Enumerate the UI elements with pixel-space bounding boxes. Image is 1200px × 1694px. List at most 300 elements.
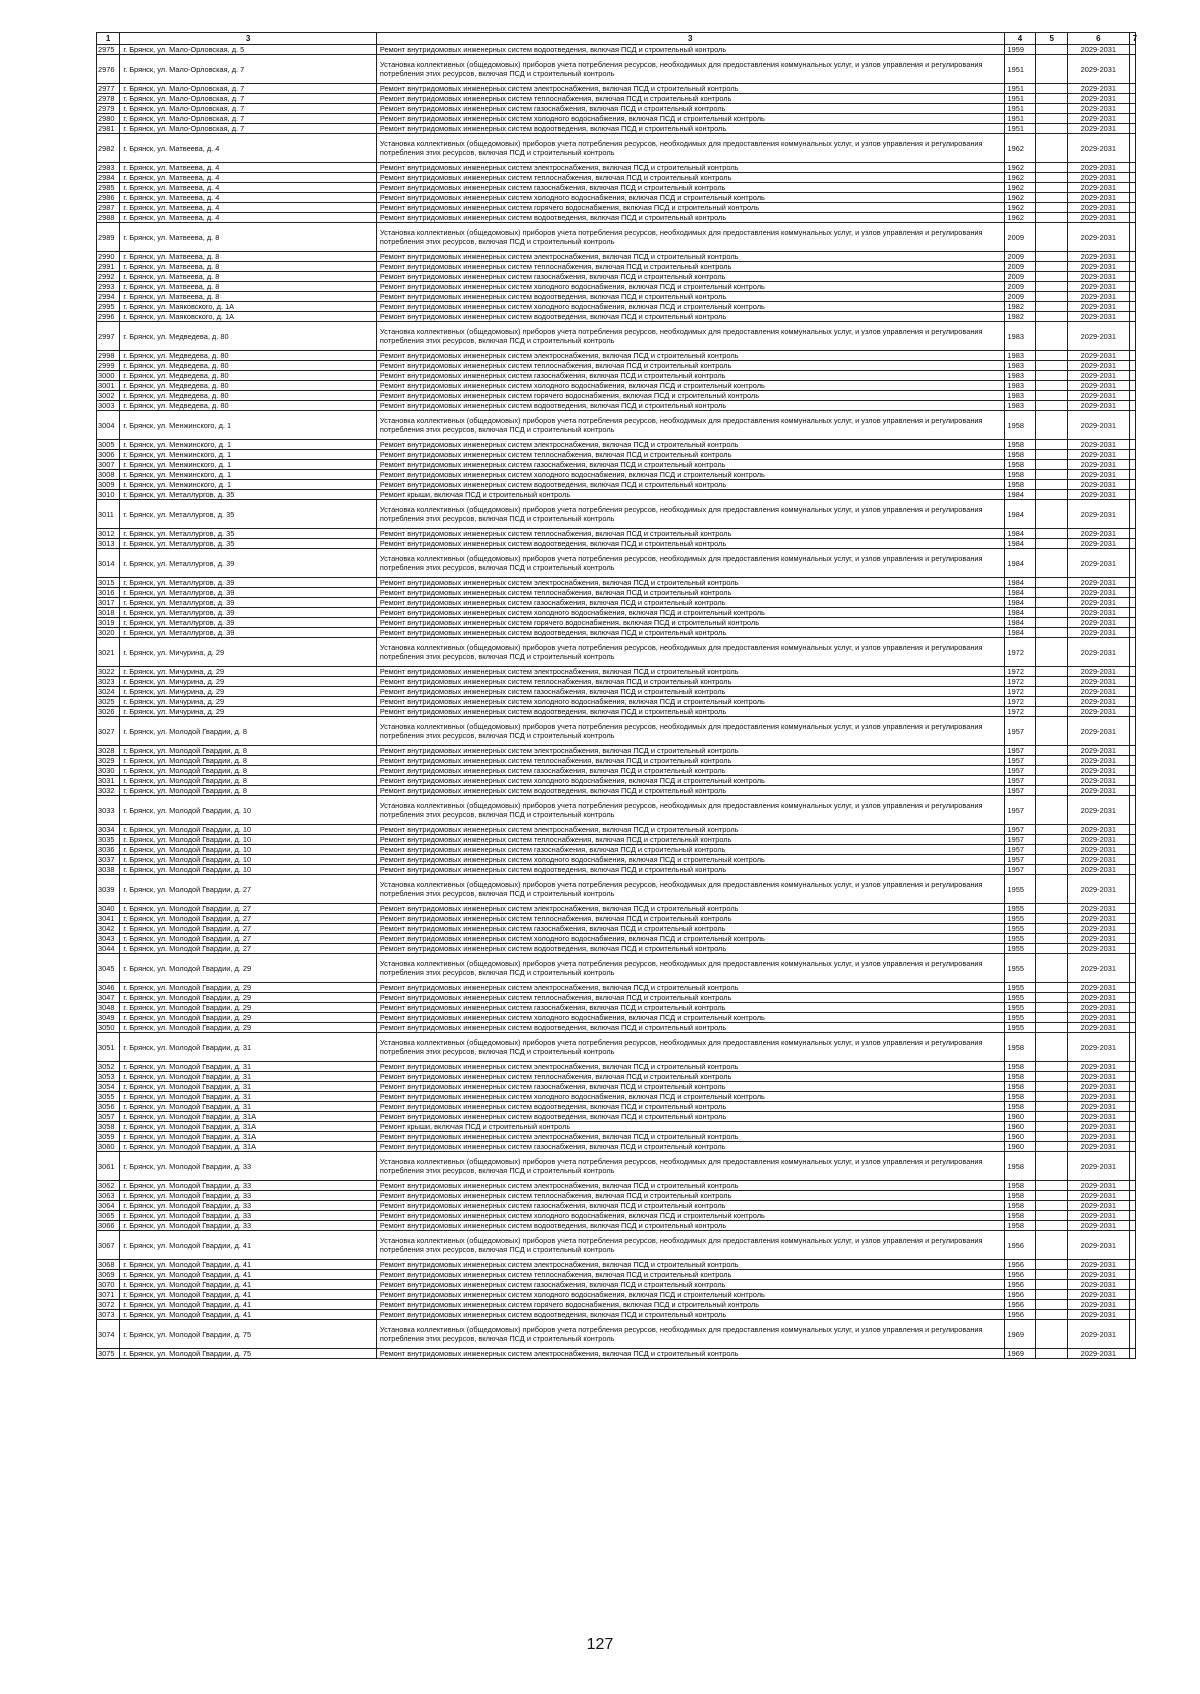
row-col-7 <box>1129 124 1135 134</box>
row-address: г. Брянск, ул. Медведева, д. 80 <box>120 361 377 371</box>
row-col-7 <box>1129 1102 1135 1112</box>
row-address: г. Брянск, ул. Молодой Гвардии, д. 10 <box>120 855 377 865</box>
row-number: 3000 <box>97 371 120 381</box>
row-col-7 <box>1129 460 1135 470</box>
row-period: 2029-2031 <box>1068 45 1129 55</box>
row-work-type: Ремонт внутридомовых инженерных систем водоотведения, включая ПСД и строительный контроль <box>376 628 1004 638</box>
row-number: 3026 <box>97 707 120 717</box>
row-col-5 <box>1036 480 1068 490</box>
row-period: 2029-2031 <box>1068 1211 1129 1221</box>
table-row <box>97 223 1136 252</box>
table-row <box>97 322 1136 351</box>
table-header <box>97 33 1136 45</box>
row-col-7 <box>1129 94 1135 104</box>
row-col-5 <box>1036 1280 1068 1290</box>
row-number: 3032 <box>97 786 120 796</box>
row-year: 1957 <box>1004 835 1036 845</box>
row-number: 3059 <box>97 1132 120 1142</box>
row-work-type: Ремонт внутридомовых инженерных систем холодного водоснабжения, включая ПСД и строительный контроль <box>376 193 1004 203</box>
row-year: 1958 <box>1004 1181 1036 1191</box>
table-row <box>97 124 1136 134</box>
row-period: 2029-2031 <box>1068 1181 1129 1191</box>
row-period: 2029-2031 <box>1068 1102 1129 1112</box>
row-work-type: Ремонт внутридомовых инженерных систем теплоснабжения, включая ПСД и строительный контроль <box>376 1072 1004 1082</box>
row-number: 3043 <box>97 934 120 944</box>
row-number: 2998 <box>97 351 120 361</box>
table-row <box>97 193 1136 203</box>
row-period: 2029-2031 <box>1068 470 1129 480</box>
row-period: 2029-2031 <box>1068 262 1129 272</box>
row-period: 2029-2031 <box>1068 312 1129 322</box>
row-number: 3052 <box>97 1062 120 1072</box>
row-work-type: Ремонт внутридомовых инженерных систем газоснабжения, включая ПСД и строительный контроль <box>376 1280 1004 1290</box>
row-col-5 <box>1036 193 1068 203</box>
row-col-7 <box>1129 697 1135 707</box>
row-period: 2029-2031 <box>1068 1349 1129 1359</box>
row-period: 2029-2031 <box>1068 381 1129 391</box>
row-year: 1962 <box>1004 163 1036 173</box>
row-year: 1955 <box>1004 914 1036 924</box>
page-number: 127 <box>586 1636 614 1653</box>
row-number: 3004 <box>97 411 120 440</box>
row-year: 1984 <box>1004 500 1036 529</box>
row-work-type: Ремонт внутридомовых инженерных систем холодного водоснабжения, включая ПСД и строительный контроль <box>376 1290 1004 1300</box>
row-period: 2029-2031 <box>1068 776 1129 786</box>
row-period: 2029-2031 <box>1068 1033 1129 1062</box>
row-work-type: Установка коллективных (общедомовых) приборов учета потребления ресурсов, необходимых для предоставления коммунальных услуг, и узлов управления и регулирования потребления этих ресурсов, включая ПСД и строительный контроль <box>376 411 1004 440</box>
row-number: 2987 <box>97 203 120 213</box>
row-col-5 <box>1036 213 1068 223</box>
row-work-type: Ремонт внутридомовых инженерных систем теплоснабжения, включая ПСД и строительный контроль <box>376 756 1004 766</box>
row-number: 2985 <box>97 183 120 193</box>
row-number: 3008 <box>97 470 120 480</box>
row-work-type: Ремонт внутридомовых инженерных систем электроснабжения, включая ПСД и строительный контроль <box>376 1062 1004 1072</box>
row-col-7 <box>1129 272 1135 282</box>
row-address: г. Брянск, ул. Молодой Гвардии, д. 29 <box>120 993 377 1003</box>
row-year: 1955 <box>1004 934 1036 944</box>
row-col-5 <box>1036 746 1068 756</box>
row-year: 1972 <box>1004 687 1036 697</box>
row-address: г. Брянск, ул. Матвеева, д. 8 <box>120 282 377 292</box>
table-row <box>97 983 1136 993</box>
row-col-5 <box>1036 865 1068 875</box>
table-row <box>97 865 1136 875</box>
row-period: 2029-2031 <box>1068 667 1129 677</box>
row-address: г. Брянск, ул. Мало-Орловская, д. 7 <box>120 55 377 84</box>
table-row <box>97 1112 1136 1122</box>
row-address: г. Брянск, ул. Медведева, д. 80 <box>120 371 377 381</box>
row-col-5 <box>1036 391 1068 401</box>
row-year: 1958 <box>1004 1221 1036 1231</box>
row-address: г. Брянск, ул. Металлургов, д. 39 <box>120 598 377 608</box>
row-number: 3060 <box>97 1142 120 1152</box>
row-work-type: Установка коллективных (общедомовых) приборов учета потребления ресурсов, необходимых для предоставления коммунальных услуг, и узлов управления и регулирования потребления этих ресурсов, включая ПСД и строительный контроль <box>376 549 1004 578</box>
row-col-7 <box>1129 865 1135 875</box>
row-work-type: Ремонт внутридомовых инженерных систем газоснабжения, включая ПСД и строительный контроль <box>376 1082 1004 1092</box>
table-row <box>97 371 1136 381</box>
row-work-type: Ремонт внутридомовых инженерных систем холодного водоснабжения, включая ПСД и строительный контроль <box>376 934 1004 944</box>
table-row <box>97 667 1136 677</box>
row-col-7 <box>1129 638 1135 667</box>
row-year: 1959 <box>1004 45 1036 55</box>
row-period: 2029-2031 <box>1068 983 1129 993</box>
row-year: 1962 <box>1004 134 1036 163</box>
row-number: 3002 <box>97 391 120 401</box>
row-address: г. Брянск, ул. Молодой Гвардии, д. 33 <box>120 1181 377 1191</box>
row-year: 1972 <box>1004 677 1036 687</box>
row-col-5 <box>1036 924 1068 934</box>
row-year: 1957 <box>1004 766 1036 776</box>
row-period: 2029-2031 <box>1068 1142 1129 1152</box>
row-address: г. Брянск, ул. Менжинского, д. 1 <box>120 470 377 480</box>
row-col-7 <box>1129 401 1135 411</box>
row-work-type: Ремонт внутридомовых инженерных систем электроснабжения, включая ПСД и строительный контроль <box>376 84 1004 94</box>
row-col-5 <box>1036 529 1068 539</box>
row-col-7 <box>1129 282 1135 292</box>
row-col-5 <box>1036 1092 1068 1102</box>
row-address: г. Брянск, ул. Молодой Гвардии, д. 8 <box>120 756 377 766</box>
row-period: 2029-2031 <box>1068 1231 1129 1260</box>
table-row <box>97 460 1136 470</box>
row-number: 3036 <box>97 845 120 855</box>
row-year: 1956 <box>1004 1300 1036 1310</box>
row-number: 3011 <box>97 500 120 529</box>
row-col-5 <box>1036 84 1068 94</box>
table-row <box>97 500 1136 529</box>
row-period: 2029-2031 <box>1068 1300 1129 1310</box>
row-number: 3020 <box>97 628 120 638</box>
row-work-type: Ремонт внутридомовых инженерных систем водоотведения, включая ПСД и строительный контроль <box>376 312 1004 322</box>
row-address: г. Брянск, ул. Матвеева, д. 4 <box>120 173 377 183</box>
row-work-type: Ремонт крыши, включая ПСД и строительный контроль <box>376 490 1004 500</box>
row-year: 1958 <box>1004 411 1036 440</box>
row-col-7 <box>1129 361 1135 371</box>
row-work-type: Ремонт внутридомовых инженерных систем водоотведения, включая ПСД и строительный контроль <box>376 1310 1004 1320</box>
row-year: 2009 <box>1004 262 1036 272</box>
row-col-7 <box>1129 322 1135 351</box>
row-col-5 <box>1036 598 1068 608</box>
row-col-5 <box>1036 351 1068 361</box>
row-col-7 <box>1129 825 1135 835</box>
row-year: 1984 <box>1004 539 1036 549</box>
row-number: 3027 <box>97 717 120 746</box>
row-period: 2029-2031 <box>1068 1290 1129 1300</box>
row-work-type: Ремонт внутридомовых инженерных систем электроснабжения, включая ПСД и строительный контроль <box>376 825 1004 835</box>
row-year: 1984 <box>1004 588 1036 598</box>
row-period: 2029-2031 <box>1068 1023 1129 1033</box>
row-work-type: Ремонт внутридомовых инженерных систем водоотведения, включая ПСД и строительный контроль <box>376 213 1004 223</box>
row-work-type: Ремонт внутридомовых инженерных систем теплоснабжения, включая ПСД и строительный контроль <box>376 588 1004 598</box>
row-address: г. Брянск, ул. Молодой Гвардии, д. 31А <box>120 1132 377 1142</box>
row-col-5 <box>1036 983 1068 993</box>
row-address: г. Брянск, ул. Мичурина, д. 29 <box>120 677 377 687</box>
row-address: г. Брянск, ул. Молодой Гвардии, д. 31А <box>120 1142 377 1152</box>
row-address: г. Брянск, ул. Молодой Гвардии, д. 33 <box>120 1152 377 1181</box>
row-year: 1956 <box>1004 1310 1036 1320</box>
row-work-type: Ремонт внутридомовых инженерных систем теплоснабжения, включая ПСД и строительный контроль <box>376 173 1004 183</box>
row-number: 3003 <box>97 401 120 411</box>
row-year: 1958 <box>1004 470 1036 480</box>
row-col-5 <box>1036 272 1068 282</box>
row-number: 3025 <box>97 697 120 707</box>
table-row <box>97 104 1136 114</box>
row-year: 1958 <box>1004 1033 1036 1062</box>
row-period: 2029-2031 <box>1068 549 1129 578</box>
row-col-7 <box>1129 707 1135 717</box>
row-year: 1962 <box>1004 173 1036 183</box>
row-work-type: Ремонт внутридомовых инженерных систем водоотведения, включая ПСД и строительный контроль <box>376 1221 1004 1231</box>
row-year: 1955 <box>1004 954 1036 983</box>
row-number: 3023 <box>97 677 120 687</box>
row-address: г. Брянск, ул. Матвеева, д. 4 <box>120 193 377 203</box>
row-work-type: Ремонт внутридомовых инженерных систем газоснабжения, включая ПСД и строительный контроль <box>376 104 1004 114</box>
row-col-5 <box>1036 875 1068 904</box>
row-period: 2029-2031 <box>1068 1122 1129 1132</box>
header-col-year: 4 <box>1004 33 1036 45</box>
row-col-7 <box>1129 855 1135 865</box>
table-row <box>97 391 1136 401</box>
table-row <box>97 411 1136 440</box>
row-number: 2997 <box>97 322 120 351</box>
row-work-type: Ремонт внутридомовых инженерных систем электроснабжения, включая ПСД и строительный контроль <box>376 252 1004 262</box>
row-year: 1983 <box>1004 351 1036 361</box>
row-year: 1983 <box>1004 401 1036 411</box>
row-work-type: Ремонт внутридомовых инженерных систем теплоснабжения, включая ПСД и строительный контроль <box>376 993 1004 1003</box>
row-col-5 <box>1036 1062 1068 1072</box>
row-col-5 <box>1036 1221 1068 1231</box>
row-work-type: Установка коллективных (общедомовых) приборов учета потребления ресурсов, необходимых для предоставления коммунальных услуг, и узлов управления и регулирования потребления этих ресурсов, включая ПСД и строительный контроль <box>376 875 1004 904</box>
row-address: г. Брянск, ул. Металлургов, д. 39 <box>120 628 377 638</box>
row-work-type: Ремонт внутридомовых инженерных систем водоотведения, включая ПСД и строительный контроль <box>376 124 1004 134</box>
row-address: г. Брянск, ул. Молодой Гвардии, д. 27 <box>120 875 377 904</box>
row-col-7 <box>1129 114 1135 124</box>
row-period: 2029-2031 <box>1068 440 1129 450</box>
row-work-type: Ремонт внутридомовых инженерных систем водоотведения, включая ПСД и строительный контроль <box>376 944 1004 954</box>
row-work-type: Ремонт внутридомовых инженерных систем электроснабжения, включая ПСД и строительный контроль <box>376 983 1004 993</box>
row-number: 3031 <box>97 776 120 786</box>
row-work-type: Установка коллективных (общедомовых) приборов учета потребления ресурсов, необходимых для предоставления коммунальных услуг, и узлов управления и регулирования потребления этих ресурсов, включая ПСД и строительный контроль <box>376 134 1004 163</box>
row-col-7 <box>1129 411 1135 440</box>
table-row <box>97 1082 1136 1092</box>
row-address: г. Брянск, ул. Молодой Гвардии, д. 33 <box>120 1201 377 1211</box>
row-address: г. Брянск, ул. Молодой Гвардии, д. 31 <box>120 1092 377 1102</box>
row-year: 1955 <box>1004 993 1036 1003</box>
row-period: 2029-2031 <box>1068 411 1129 440</box>
row-year: 1956 <box>1004 1260 1036 1270</box>
row-col-7 <box>1129 1310 1135 1320</box>
row-number: 3056 <box>97 1102 120 1112</box>
row-col-7 <box>1129 687 1135 697</box>
table-row <box>97 1102 1136 1112</box>
row-col-5 <box>1036 944 1068 954</box>
row-period: 2029-2031 <box>1068 766 1129 776</box>
row-year: 1957 <box>1004 786 1036 796</box>
table-body <box>97 45 1136 1359</box>
row-period: 2029-2031 <box>1068 608 1129 618</box>
table-row <box>97 312 1136 322</box>
table-row <box>97 114 1136 124</box>
row-number: 2978 <box>97 94 120 104</box>
row-col-5 <box>1036 252 1068 262</box>
row-col-5 <box>1036 993 1068 1003</box>
row-col-5 <box>1036 1320 1068 1349</box>
row-year: 1972 <box>1004 667 1036 677</box>
row-year: 2009 <box>1004 272 1036 282</box>
row-col-7 <box>1129 717 1135 746</box>
table-row <box>97 401 1136 411</box>
row-col-7 <box>1129 746 1135 756</box>
row-period: 2029-2031 <box>1068 825 1129 835</box>
row-col-7 <box>1129 252 1135 262</box>
row-address: г. Брянск, ул. Матвеева, д. 4 <box>120 183 377 193</box>
row-number: 3067 <box>97 1231 120 1260</box>
row-col-7 <box>1129 1231 1135 1260</box>
row-year: 1958 <box>1004 1062 1036 1072</box>
row-number: 3055 <box>97 1092 120 1102</box>
row-col-7 <box>1129 1062 1135 1072</box>
row-col-7 <box>1129 292 1135 302</box>
row-number: 3068 <box>97 1260 120 1270</box>
row-year: 1969 <box>1004 1349 1036 1359</box>
row-col-5 <box>1036 114 1068 124</box>
row-period: 2029-2031 <box>1068 252 1129 262</box>
table-row <box>97 638 1136 667</box>
row-col-5 <box>1036 1072 1068 1082</box>
row-address: г. Брянск, ул. Молодой Гвардии, д. 10 <box>120 796 377 825</box>
row-number: 2988 <box>97 213 120 223</box>
table-row <box>97 875 1136 904</box>
row-address: г. Брянск, ул. Медведева, д. 80 <box>120 351 377 361</box>
row-period: 2029-2031 <box>1068 1191 1129 1201</box>
row-period: 2029-2031 <box>1068 490 1129 500</box>
row-address: г. Брянск, ул. Молодой Гвардии, д. 33 <box>120 1211 377 1221</box>
row-work-type: Ремонт внутридомовых инженерных систем теплоснабжения, включая ПСД и строительный контроль <box>376 262 1004 272</box>
row-year: 1983 <box>1004 381 1036 391</box>
table-row <box>97 292 1136 302</box>
row-number: 2991 <box>97 262 120 272</box>
row-year: 1957 <box>1004 825 1036 835</box>
row-number: 3047 <box>97 993 120 1003</box>
row-number: 3073 <box>97 1310 120 1320</box>
row-work-type: Ремонт внутридомовых инженерных систем теплоснабжения, включая ПСД и строительный контроль <box>376 677 1004 687</box>
row-number: 3066 <box>97 1221 120 1231</box>
row-year: 1983 <box>1004 322 1036 351</box>
row-year: 1962 <box>1004 203 1036 213</box>
row-number: 2995 <box>97 302 120 312</box>
row-number: 2990 <box>97 252 120 262</box>
row-address: г. Брянск, ул. Молодой Гвардии, д. 41 <box>120 1300 377 1310</box>
row-col-7 <box>1129 796 1135 825</box>
row-address: г. Брянск, ул. Мало-Орловская, д. 7 <box>120 124 377 134</box>
row-period: 2029-2031 <box>1068 282 1129 292</box>
row-work-type: Установка коллективных (общедомовых) приборов учета потребления ресурсов, необходимых для предоставления коммунальных услуг, и узлов управления и регулирования потребления этих ресурсов, включая ПСД и строительный контроль <box>376 796 1004 825</box>
row-number: 3051 <box>97 1033 120 1062</box>
row-number: 3040 <box>97 904 120 914</box>
row-col-7 <box>1129 45 1135 55</box>
row-address: г. Брянск, ул. Молодой Гвардии, д. 33 <box>120 1221 377 1231</box>
row-col-7 <box>1129 183 1135 193</box>
row-number: 2979 <box>97 104 120 114</box>
row-col-7 <box>1129 628 1135 638</box>
row-address: г. Брянск, ул. Молодой Гвардии, д. 41 <box>120 1270 377 1280</box>
row-address: г. Брянск, ул. Маяковского, д. 1А <box>120 302 377 312</box>
row-year: 1958 <box>1004 1102 1036 1112</box>
row-address: г. Брянск, ул. Мало-Орловская, д. 7 <box>120 104 377 114</box>
row-period: 2029-2031 <box>1068 114 1129 124</box>
row-number: 3063 <box>97 1191 120 1201</box>
row-col-7 <box>1129 391 1135 401</box>
row-col-7 <box>1129 598 1135 608</box>
row-period: 2029-2031 <box>1068 993 1129 1003</box>
row-number: 3013 <box>97 539 120 549</box>
row-col-5 <box>1036 183 1068 193</box>
row-col-7 <box>1129 588 1135 598</box>
row-address: г. Брянск, ул. Молодой Гвардии, д. 75 <box>120 1320 377 1349</box>
row-year: 1958 <box>1004 1152 1036 1181</box>
row-address: г. Брянск, ул. Молодой Гвардии, д. 8 <box>120 746 377 756</box>
row-col-7 <box>1129 667 1135 677</box>
table-row <box>97 1260 1136 1270</box>
row-work-type: Ремонт внутридомовых инженерных систем холодного водоснабжения, включая ПСД и строительный контроль <box>376 608 1004 618</box>
row-work-type: Ремонт внутридомовых инженерных систем горячего водоснабжения, включая ПСД и строительный контроль <box>376 203 1004 213</box>
table-row <box>97 1349 1136 1359</box>
row-address: г. Брянск, ул. Мичурина, д. 29 <box>120 687 377 697</box>
row-year: 1958 <box>1004 1191 1036 1201</box>
row-period: 2029-2031 <box>1068 697 1129 707</box>
row-year: 2009 <box>1004 282 1036 292</box>
row-col-7 <box>1129 312 1135 322</box>
row-col-7 <box>1129 1142 1135 1152</box>
row-address: г. Брянск, ул. Молодой Гвардии, д. 27 <box>120 904 377 914</box>
row-col-5 <box>1036 934 1068 944</box>
row-period: 2029-2031 <box>1068 954 1129 983</box>
row-address: г. Брянск, ул. Молодой Гвардии, д. 10 <box>120 865 377 875</box>
row-col-5 <box>1036 1112 1068 1122</box>
row-address: г. Брянск, ул. Молодой Гвардии, д. 41 <box>120 1290 377 1300</box>
row-number: 3034 <box>97 825 120 835</box>
row-period: 2029-2031 <box>1068 213 1129 223</box>
row-year: 1951 <box>1004 104 1036 114</box>
row-number: 3054 <box>97 1082 120 1092</box>
row-address: г. Брянск, ул. Менжинского, д. 1 <box>120 411 377 440</box>
row-work-type: Ремонт внутридомовых инженерных систем газоснабжения, включая ПСД и строительный контроль <box>376 371 1004 381</box>
row-col-5 <box>1036 500 1068 529</box>
row-col-7 <box>1129 262 1135 272</box>
table-row <box>97 440 1136 450</box>
row-address: г. Брянск, ул. Матвеева, д. 8 <box>120 292 377 302</box>
row-number: 3070 <box>97 1280 120 1290</box>
table-row <box>97 717 1136 746</box>
row-work-type: Ремонт внутридомовых инженерных систем водоотведения, включая ПСД и строительный контроль <box>376 401 1004 411</box>
row-col-7 <box>1129 351 1135 361</box>
row-col-5 <box>1036 1152 1068 1181</box>
row-year: 1982 <box>1004 312 1036 322</box>
row-col-5 <box>1036 1023 1068 1033</box>
row-col-7 <box>1129 1003 1135 1013</box>
row-number: 3039 <box>97 875 120 904</box>
row-col-5 <box>1036 1142 1068 1152</box>
row-number: 3062 <box>97 1181 120 1191</box>
row-number: 2986 <box>97 193 120 203</box>
row-col-5 <box>1036 914 1068 924</box>
row-col-7 <box>1129 934 1135 944</box>
row-address: г. Брянск, ул. Мичурина, д. 29 <box>120 667 377 677</box>
row-address: г. Брянск, ул. Молодой Гвардии, д. 41 <box>120 1310 377 1320</box>
row-number: 2989 <box>97 223 120 252</box>
row-col-7 <box>1129 1092 1135 1102</box>
row-year: 1958 <box>1004 440 1036 450</box>
row-number: 3041 <box>97 914 120 924</box>
